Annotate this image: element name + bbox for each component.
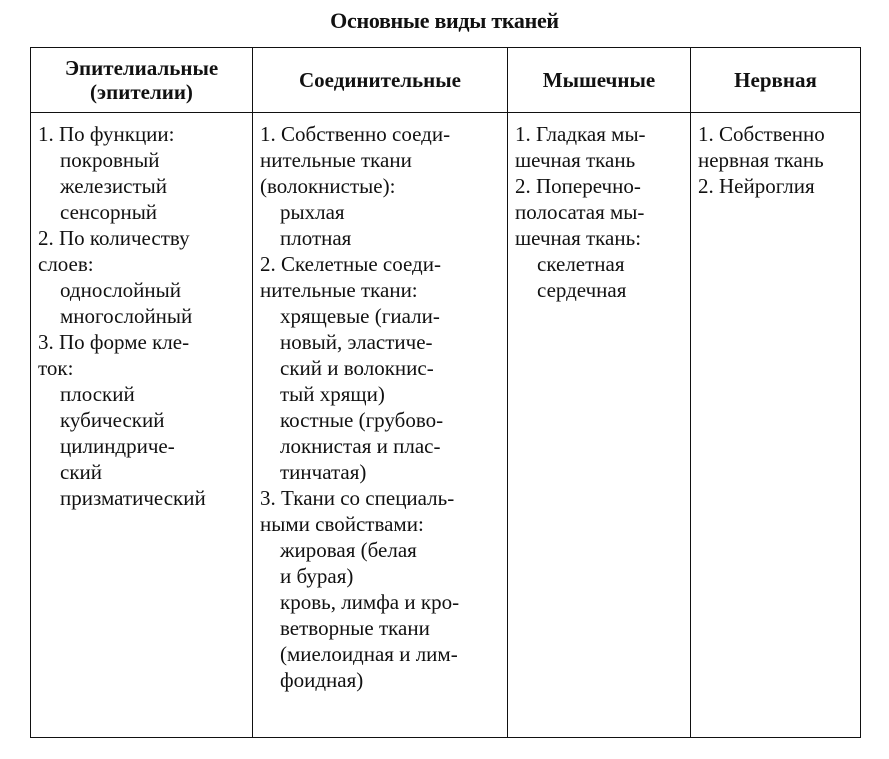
epithelial-line: покровный	[60, 148, 160, 172]
epithelial-line: 1. По функции:	[38, 122, 175, 146]
header-connective: Соединительные	[253, 48, 508, 113]
nervous-line: нервная ткань	[698, 148, 824, 172]
muscle-line: полосатая мы-	[515, 200, 645, 224]
cell-connective	[253, 113, 508, 738]
nervous-line: 2. Нейроглия	[698, 174, 815, 198]
muscle-line: 2. Поперечно-	[515, 174, 641, 198]
epithelial-line: кубический	[60, 408, 165, 432]
epithelial-line: сенсорный	[60, 200, 158, 224]
connective-line: и бурая)	[280, 564, 354, 588]
connective-line: жировая (белая	[280, 538, 417, 562]
connective-line: тый хрящи)	[280, 382, 385, 406]
connective-line: костные (грубово-	[280, 408, 444, 432]
connective-line: (волокнистые):	[260, 174, 396, 198]
connective-line: (миелоидная и лим-	[280, 642, 458, 666]
muscle-line: 1. Гладкая мы-	[515, 122, 646, 146]
connective-line: ский и волокнис-	[280, 356, 434, 380]
nervous-line: 1. Собственно	[698, 122, 825, 146]
epithelial-line: 2. По количеству	[38, 226, 190, 250]
muscle-line: скелетная	[537, 252, 625, 276]
connective-line: ветворные ткани	[280, 616, 430, 640]
cell-nervous	[691, 113, 861, 738]
connective-line: нительные ткани	[260, 148, 412, 172]
connective-line: ными свойствами:	[260, 512, 424, 536]
connective-line: 3. Ткани со специаль-	[260, 486, 455, 510]
connective-line: фоидная)	[280, 668, 364, 692]
muscle-line: сердечная	[537, 278, 627, 302]
connective-line: 1. Собственно соеди-	[260, 122, 451, 146]
epithelial-line: плоский	[60, 382, 135, 406]
connective-line: плотная	[280, 226, 352, 250]
cell-muscle	[508, 113, 691, 738]
epithelial-line: ский	[60, 460, 102, 484]
connective-line: локнистая и плас-	[280, 434, 441, 458]
epithelial-line: однослойный	[60, 278, 181, 302]
muscle-line: шечная ткань	[515, 148, 636, 172]
epithelial-line: цилиндриче-	[60, 434, 175, 458]
epithelial-line: слоев:	[38, 252, 94, 276]
epithelial-line: 3. По форме кле-	[38, 330, 190, 354]
header-epithelial-line: (эпителии)	[90, 80, 193, 104]
connective-line: нительные ткани:	[260, 278, 418, 302]
epithelial-line: призматический	[60, 486, 206, 510]
connective-line: тинчатая)	[280, 460, 367, 484]
epithelial-line: многослойный	[60, 304, 193, 328]
header-epithelial	[31, 48, 253, 113]
header-epithelial-line: Эпителиальные	[64, 56, 219, 80]
header-row	[31, 48, 861, 113]
connective-line: 2. Скелетные соеди-	[260, 252, 441, 276]
tissue-types-table	[30, 47, 861, 738]
connective-line: кровь, лимфа и кро-	[280, 590, 460, 614]
page-title: Основные виды тканей	[330, 8, 559, 33]
connective-line: хрящевые (гиали-	[280, 304, 440, 328]
cell-epithelial	[31, 113, 253, 738]
header-muscle: Мышечные	[508, 48, 691, 113]
connective-line: новый, эластиче-	[280, 330, 433, 354]
epithelial-line: железистый	[60, 174, 167, 198]
content-row	[31, 113, 861, 738]
header-nervous: Нервная	[691, 48, 861, 113]
epithelial-line: ток:	[38, 356, 74, 380]
muscle-line: шечная ткань:	[515, 226, 642, 250]
connective-line: рыхлая	[280, 200, 345, 224]
